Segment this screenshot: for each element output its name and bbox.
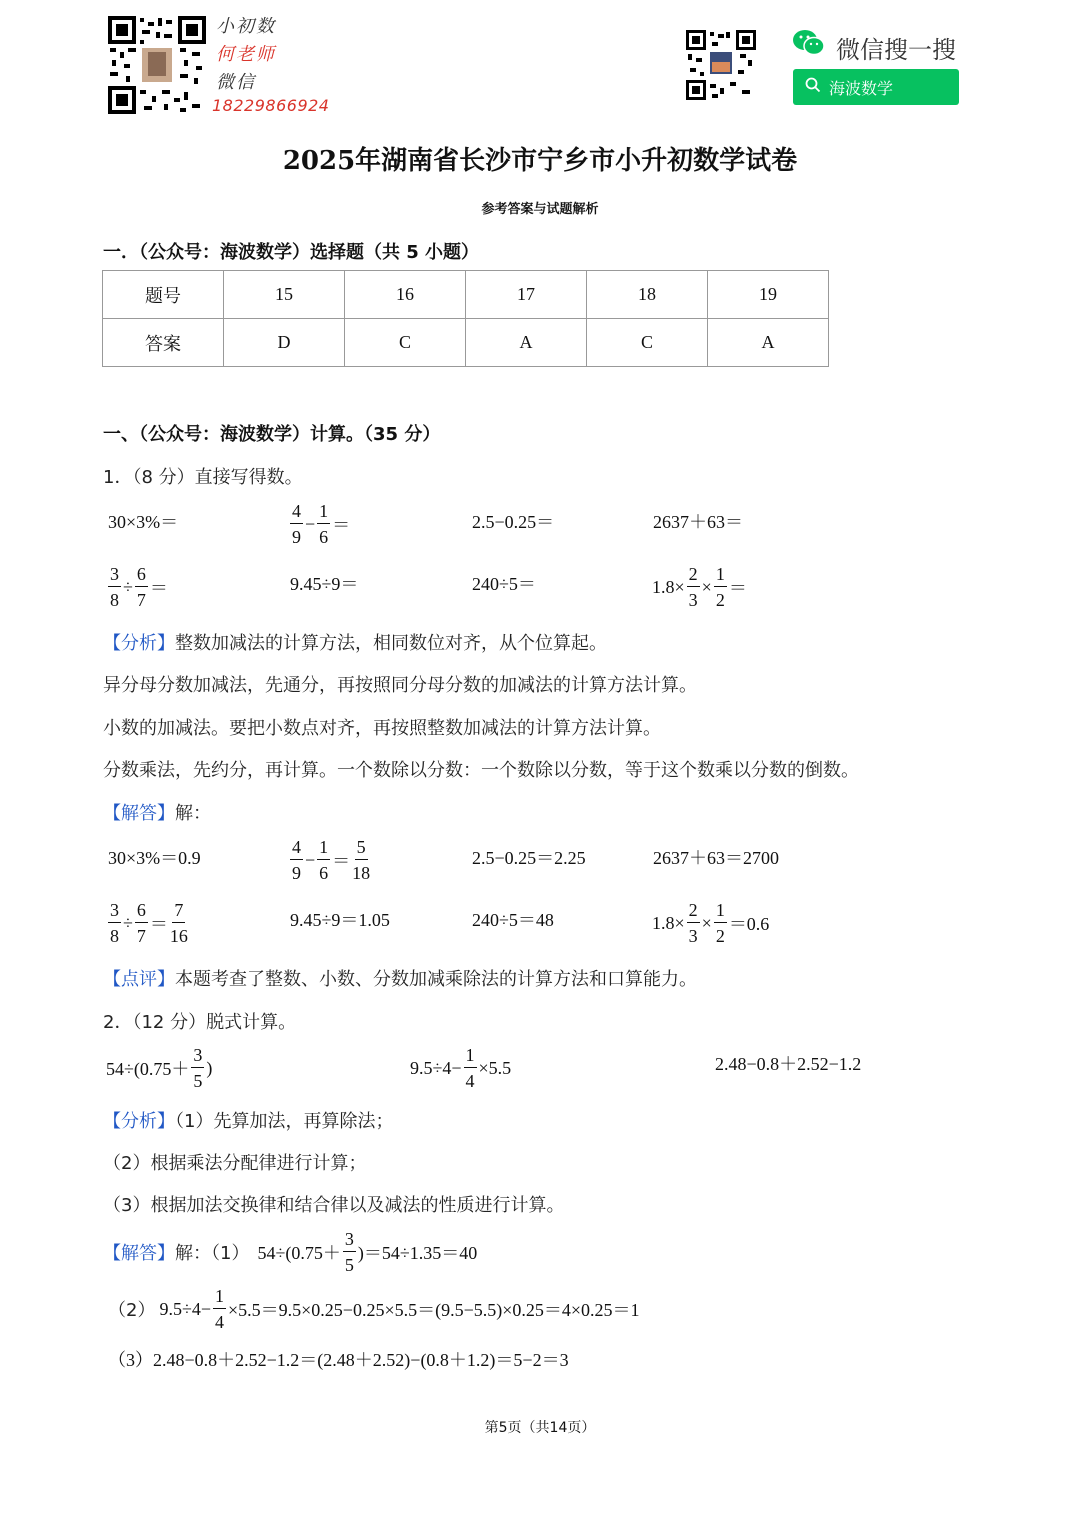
wechat-qr-code: [686, 30, 756, 100]
table-cell: 18: [587, 271, 708, 319]
q1-answer-4: 2637＋63＝2700: [653, 848, 779, 868]
answer-table: [102, 270, 829, 367]
table-cell: A: [466, 319, 587, 367]
analysis-tag: 【分析】: [103, 633, 175, 654]
q1-answer-5: $\frac{3}{8}$ ÷ $\frac{6}{7}$ ＝ $\frac{7}{16}$: [110, 900, 188, 946]
q2-expr-1: 54÷(0.75＋ $\frac{3}{5}$ ): [106, 1045, 213, 1091]
q1-analysis-line-2: 异分母分数加减法，先通分，再按照同分母分数的加减法的计算方法计算。: [103, 675, 697, 696]
section-choice-heading: 一．（公众号：海波数学）选择题（共 5 小题）: [103, 242, 480, 263]
q1-comment: 【点评】本题考查了整数、小数、分数加减乘除法的计算方法和口算能力。: [103, 969, 697, 990]
q2-analysis-line-3: （3）根据加法交换律和结合律以及减法的性质进行计算。: [103, 1195, 565, 1216]
q1-answer-8: 1.8× $\frac{2}{3}$ × $\frac{1}{2}$ ＝0.6: [652, 900, 770, 946]
table-cell: D: [224, 319, 345, 367]
contact-line-2: 何老师: [216, 44, 276, 65]
wechat-logo-icon: [792, 28, 826, 58]
q1-expr-6: 9.45÷9＝: [290, 574, 359, 594]
table-row: [103, 271, 829, 319]
table-row: [103, 319, 829, 367]
search-icon: [805, 77, 821, 97]
q1-expr-4: 2637＋63＝: [653, 512, 743, 532]
section-calc-heading: 一、（公众号：海波数学）计算。（35 分）: [103, 424, 441, 445]
page-number: 第5页（共14页）: [484, 1420, 596, 1436]
comment-tag: 【点评】: [103, 969, 175, 990]
table-cell: A: [708, 319, 829, 367]
contact-phone: 18229866924: [212, 96, 330, 115]
q2-answer-1: 【解答】 解：（1） 54÷(0.75＋ $\frac{3}{5}$ )＝54÷1.35＝40: [103, 1229, 478, 1275]
table-cell: 15: [224, 271, 345, 319]
q1-expr-2: $\frac{4}{9}$ − $\frac{1}{6}$ ＝: [292, 501, 351, 547]
document-subtitle: 参考答案与试题解析: [481, 202, 599, 217]
q2-expr-3: 2.48−0.8＋2.52−1.2: [715, 1054, 862, 1074]
table-header-question-no: 题号: [103, 271, 224, 319]
contact-line-3: 微信: [216, 72, 256, 93]
table-cell: 19: [708, 271, 829, 319]
q1-expr-8: 1.8× $\frac{2}{3}$ × $\frac{1}{2}$ ＝: [652, 564, 747, 610]
table-cell: C: [587, 319, 708, 367]
q2-analysis-line-1: 【分析】（1）先算加法，再算除法；: [103, 1111, 394, 1132]
q1-answer-3: 2.5−0.25＝2.25: [472, 848, 586, 868]
q1-expr-5: $\frac{3}{8}$ ÷ $\frac{6}{7}$ ＝: [110, 564, 168, 610]
q2-title: 2．（12 分）脱式计算。: [103, 1012, 297, 1033]
wechat-search-button-label: 海波数学: [829, 78, 894, 98]
wechat-search-button[interactable]: [793, 69, 959, 105]
q1-expr-7: 240÷5＝: [472, 574, 536, 594]
table-cell: 16: [345, 271, 466, 319]
q2-answer-3: （3）2.48−0.8＋2.52−1.2＝(2.48＋2.52)−(0.8＋1.2)＝5−2＝3: [108, 1350, 569, 1370]
q2-answer-2: （2） 9.5÷4− $\frac{1}{4}$ ×5.5＝9.5×0.25−0.25×5.5＝(9.5−5.5)×0.25＝4×0.25＝1: [108, 1286, 640, 1332]
q1-answer-2: $\frac{4}{9}$ − $\frac{1}{6}$ ＝ $\frac{5}{18}$: [292, 837, 371, 883]
contact-qr-code: [108, 16, 206, 114]
q1-expr-3: 2.5−0.25＝: [472, 512, 555, 532]
q1-analysis-line-3: 小数的加减法。要把小数点对齐，再按照整数加减法的计算方法计算。: [103, 718, 661, 739]
contact-line-1: 小初数: [216, 16, 276, 37]
answer-tag: 【解答】: [103, 803, 175, 824]
table-cell: 17: [466, 271, 587, 319]
document-title: 2025年湖南省长沙市宁乡市小升初数学试卷: [282, 146, 798, 176]
wechat-search-title: 微信搜一搜: [836, 36, 956, 64]
analysis-tag: 【分析】: [103, 1111, 175, 1132]
q2-analysis-line-2: （2）根据乘法分配律进行计算；: [103, 1153, 367, 1174]
table-cell: C: [345, 319, 466, 367]
q1-answer-6: 9.45÷9＝1.05: [290, 910, 390, 930]
q1-answer-intro: 【解答】解：: [103, 803, 211, 824]
q1-answer-1: 30×3%＝0.9: [108, 848, 201, 868]
q1-analysis-line-1: 【分析】整数加减法的计算方法，相同数位对齐，从个位算起。: [103, 633, 607, 654]
q1-title: 1．（8 分）直接写得数。: [103, 467, 303, 488]
q1-analysis-line-4: 分数乘法，先约分，再计算。一个数除以分数：一个数除以分数，等于这个数乘以分数的倒数。: [103, 760, 859, 781]
q1-expr-1: 30×3%＝: [108, 512, 179, 532]
table-header-answer: 答案: [103, 319, 224, 367]
answer-tag: 【解答】: [103, 1243, 175, 1264]
q2-expr-2: 9.5÷4− $\frac{1}{4}$ ×5.5: [410, 1045, 512, 1091]
q1-answer-7: 240÷5＝48: [472, 910, 554, 930]
